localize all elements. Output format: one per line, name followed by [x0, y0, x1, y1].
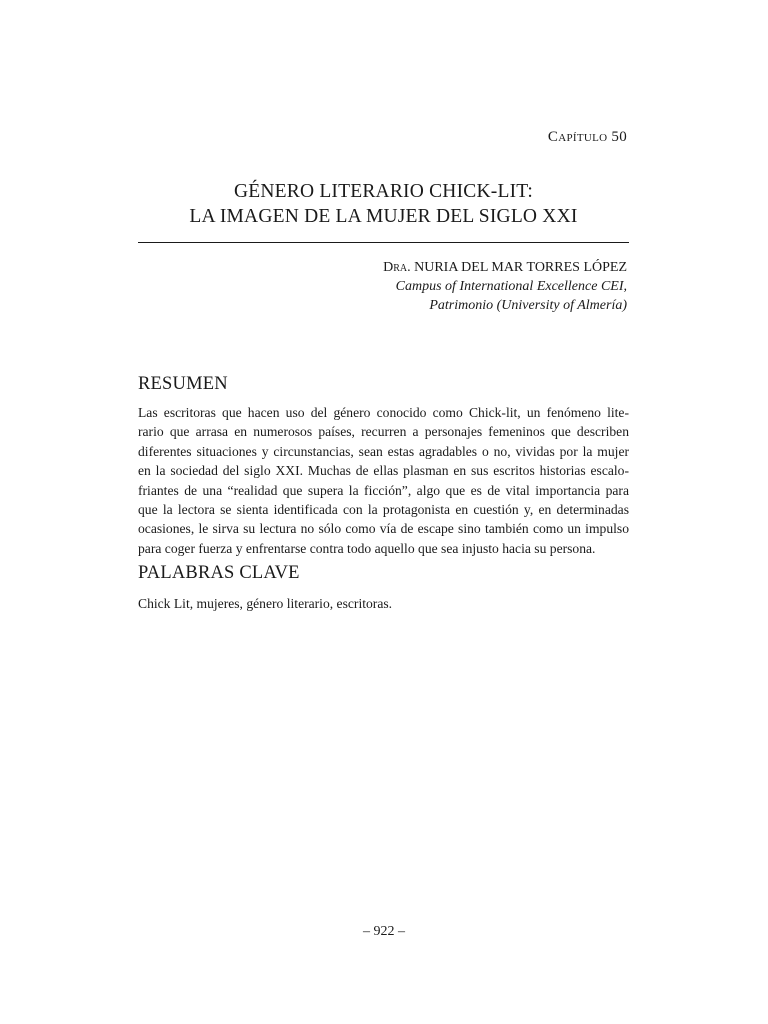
abstract-line: diferentes situaciones y circunstancias, sean estas agradables o no, vividas por la mujer	[138, 443, 629, 459]
title-line-1: GÉNERO LITERARIO CHICK-LIT:	[233, 181, 534, 202]
abstract-line: en la sociedad del siglo XXI. Muchas de ellas plasman en sus escritos historias escalo-	[138, 463, 629, 479]
author-block	[383, 258, 627, 315]
abstract-heading: RESUMEN	[138, 374, 228, 394]
author-affiliation-line-2: Patrimonio (University of Almería)	[429, 298, 627, 313]
abstract-line: que la lectora se sienta identificada con la protagonista en cuestión y, en determinadas	[138, 502, 629, 518]
abstract-line: ocasiones, le sirva su lectura no sólo como vía de escape sino también como un impulso	[138, 521, 629, 537]
abstract-line: Las escritoras que hacen uso del género conocido como Chick-lit, un fenómeno lite-	[138, 405, 629, 420]
title-line-2: LA IMAGEN DE LA MUJER DEL SIGLO XXI	[189, 206, 578, 227]
chapter-label: Capítulo 50	[547, 129, 627, 145]
title-divider	[138, 242, 629, 243]
article-title	[138, 179, 629, 229]
author-affiliation-line-1: Campus of International Excellence CEI,	[395, 279, 627, 294]
abstract-line: rario que arrasa en numerosos países, recurren a personajes femeninos que describen	[138, 424, 629, 440]
author-name	[383, 258, 627, 277]
abstract-body	[138, 403, 629, 558]
abstract-line: friantes de una “realidad que supera la ficción”, algo que es de vital importancia para	[138, 482, 629, 498]
abstract-line: para coger fuerza y enfrentarse contra todo aquello que sea injusto hacia su persona.	[138, 540, 596, 556]
author-honorific: Dra.	[383, 260, 411, 275]
author-fullname: NURIA DEL MAR TORRES LÓPEZ	[414, 260, 627, 275]
keywords-heading: PALABRAS CLAVE	[138, 563, 300, 583]
page-number: – 922 –	[363, 924, 405, 939]
keywords-text: Chick Lit, mujeres, género literario, escritoras.	[138, 596, 393, 611]
